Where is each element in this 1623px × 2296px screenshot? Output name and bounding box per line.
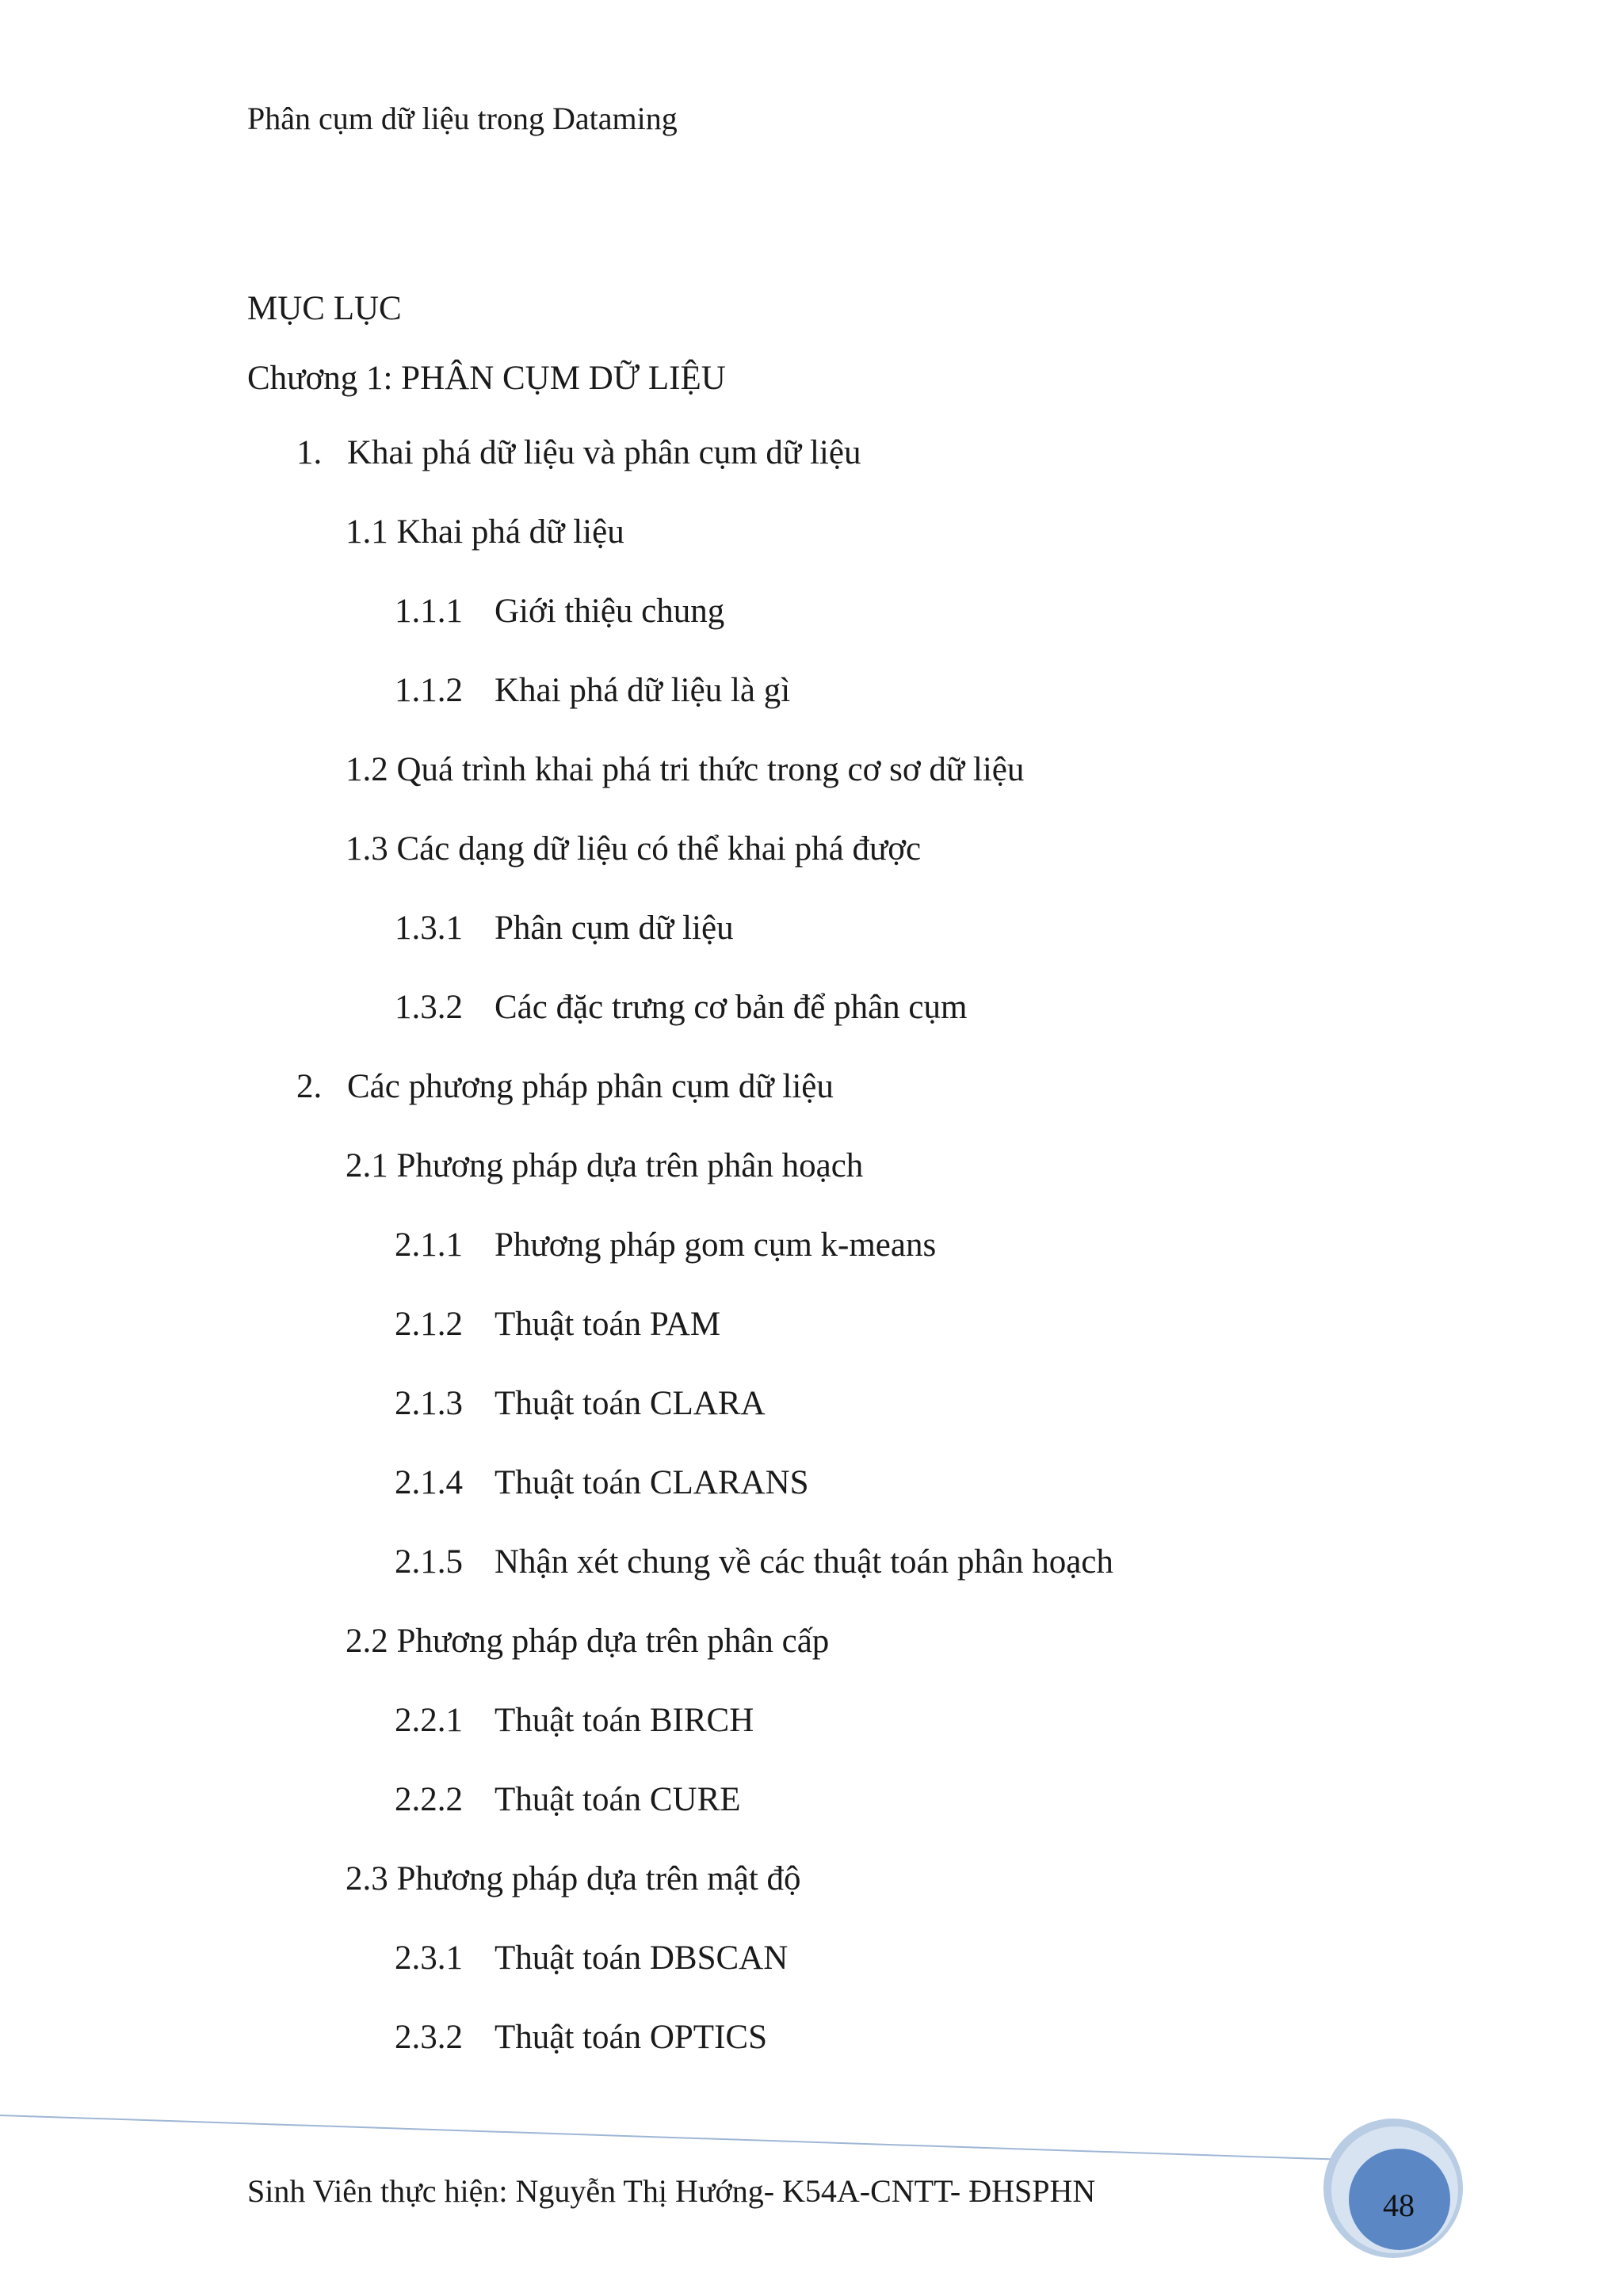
toc-item xyxy=(395,1540,1113,1585)
toc-item-number: 1.1.2 xyxy=(395,672,463,709)
toc-item xyxy=(296,431,861,475)
toc-item xyxy=(395,589,724,634)
toc-item-number: 2.2.2 xyxy=(395,1781,463,1818)
toc-item-number: 2.1.5 xyxy=(395,1543,463,1581)
toc-item xyxy=(346,1144,863,1188)
toc-item-number: 2.1.3 xyxy=(395,1385,463,1422)
toc-item xyxy=(395,1461,809,1505)
toc-item xyxy=(395,1382,766,1426)
toc-item-label: Các đặc trưng cơ bản để phân cụm xyxy=(495,989,968,1026)
toc-item xyxy=(395,1223,936,1268)
toc-item-label: Phương pháp gom cụm k-means xyxy=(495,1226,937,1264)
toc-item-label: Nhận xét chung về các thuật toán phân hoạch xyxy=(495,1543,1113,1581)
toc-item-label: 1.2 Quá trình khai phá tri thức trong cơ sơ dữ liệu xyxy=(346,751,1025,788)
toc-item xyxy=(395,906,734,951)
toc-item-number: 1.1.1 xyxy=(395,593,463,630)
toc-chapter-heading: Chương 1: PHÂN CỤM DỮ LIỆU xyxy=(247,360,726,397)
toc-item xyxy=(395,1699,754,1743)
toc-item-label: Thuật toán CLARA xyxy=(495,1385,766,1422)
toc-item-label: Khai phá dữ liệu và phân cụm dữ liệu xyxy=(347,434,861,471)
page-header: Phân cụm dữ liệu trong Dataming xyxy=(247,101,678,136)
toc-item-label: Thuật toán CLARANS xyxy=(495,1464,809,1501)
toc-item-label: Thuật toán CURE xyxy=(495,1781,741,1818)
toc-item-label: 2.1 Phương pháp dựa trên phân hoạch xyxy=(346,1147,864,1184)
toc-item-label: 2.2 Phương pháp dựa trên phân cấp xyxy=(346,1623,830,1660)
toc-item-number: 2.1.2 xyxy=(395,1306,463,1343)
toc-item-number: 1.3.2 xyxy=(395,989,463,1026)
toc-item xyxy=(395,2016,767,2060)
toc-item-number: 2.3.1 xyxy=(395,1939,463,1977)
toc-item-label: Giới thiệu chung xyxy=(495,593,725,630)
toc-item-number: 2.3.2 xyxy=(395,2019,463,2056)
toc-item xyxy=(346,1619,829,1664)
toc-item-label: 1.3 Các dạng dữ liệu có thể khai phá được xyxy=(346,830,922,868)
toc-item-label: 2.3 Phương pháp dựa trên mật độ xyxy=(346,1860,801,1897)
toc-item-number: 1. xyxy=(296,434,323,471)
toc-item xyxy=(346,748,1024,792)
toc-item-label: Thuật toán PAM xyxy=(495,1306,721,1343)
toc-item-number: 2.1.1 xyxy=(395,1226,463,1264)
toc-item xyxy=(346,510,624,555)
toc-item xyxy=(346,827,921,871)
toc-item xyxy=(395,1936,788,1981)
toc-item-number: 1.3.1 xyxy=(395,910,463,947)
toc-item-label: Thuật toán DBSCAN xyxy=(495,1939,789,1977)
toc-item-label: Phân cụm dữ liệu xyxy=(495,910,734,947)
toc-item xyxy=(296,1065,834,1109)
toc-item-label: Thuật toán BIRCH xyxy=(495,1702,754,1739)
toc-item xyxy=(346,1857,801,1901)
toc-item-number: 2.1.4 xyxy=(395,1464,463,1501)
toc-item-label: Khai phá dữ liệu là gì xyxy=(495,672,791,709)
toc-item-label: Thuật toán OPTICS xyxy=(495,2019,767,2056)
toc-item-label: Các phương pháp phân cụm dữ liệu xyxy=(347,1068,834,1105)
page-footer: Sinh Viên thực hiện: Nguyễn Thị Hướng- K54A-CNTT- ĐHSPHN xyxy=(247,2173,1096,2209)
toc-item xyxy=(395,986,967,1030)
toc-item xyxy=(395,1302,720,1347)
page-number: 48 xyxy=(1383,2187,1415,2223)
toc-item xyxy=(395,669,790,713)
toc-item-number: 2.2.1 xyxy=(395,1702,463,1739)
toc-title: MỤC LỤC xyxy=(247,290,402,327)
toc-item-label: 1.1 Khai phá dữ liệu xyxy=(346,513,624,551)
toc-item xyxy=(395,1778,741,1822)
toc-item-number: 2. xyxy=(296,1068,323,1105)
